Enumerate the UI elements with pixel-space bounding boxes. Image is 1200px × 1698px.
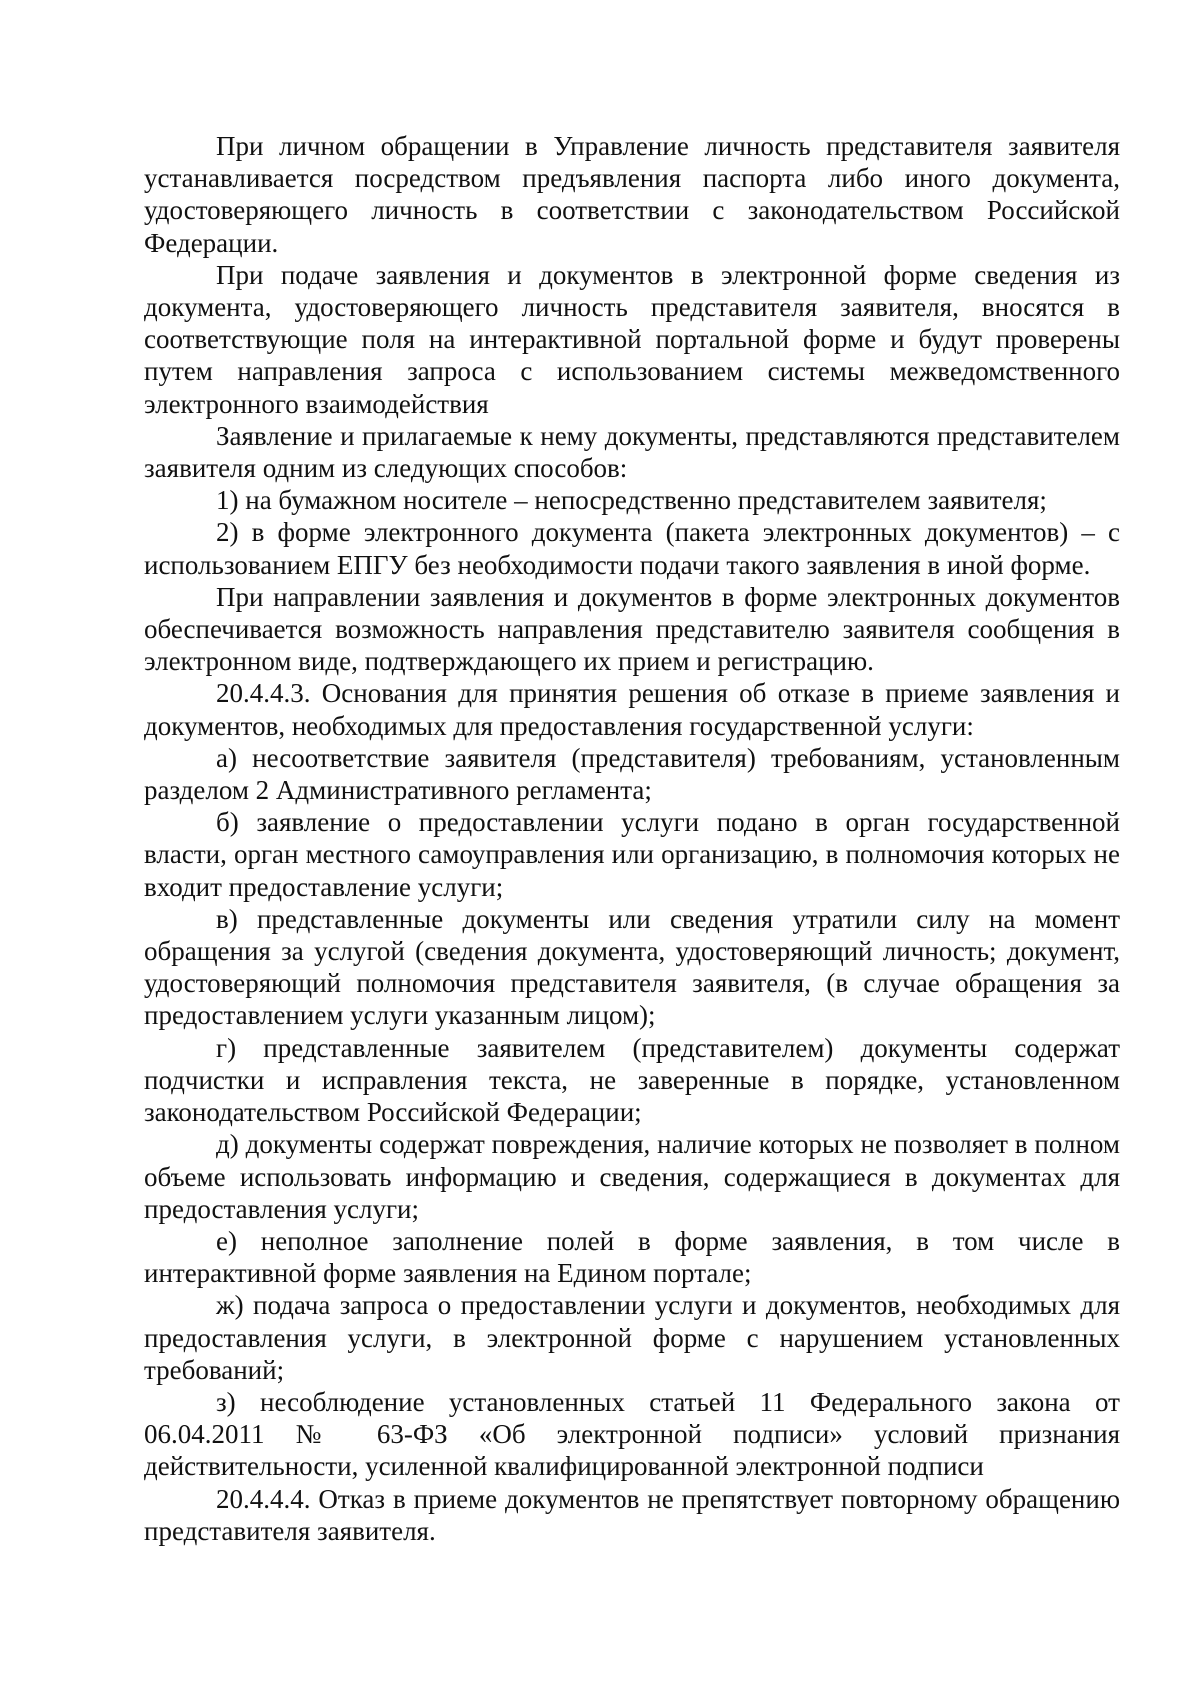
list-item-d: д) документы содержат повреждения, наличие которых не позволяет в полном объеме использовать информацию и сведения, содержащиеся в документах для предоставления услуги; (144, 1129, 1120, 1224)
list-item-zh: ж) подача запроса о предоставлении услуги и документов, необходимых для предоставления услуги, в электронной форме с нарушением установленных требований; (144, 1290, 1120, 1385)
paragraph-identity-in-person: При личном обращении в Управление личность представителя заявителя устанавливается посредством предъявления паспорта либо иного документа, удостоверяющего личность в соответствии с законодательством Российской Федерации. (144, 131, 1120, 258)
paragraph-electronic-confirmation: При направлении заявления и документов в форме электронных документов обеспечивается возможность направления представителю заявителя сообщения в электронном виде, подтверждающего их прием и регистрацию. (144, 581, 1120, 677)
list-item-a: а) несоответствие заявителя (представителя) требованиям, установленным разделом 2 Административного регламента; (144, 742, 1120, 806)
paragraph-submission-methods: Заявление и прилагаемые к нему документы, представляются представителем заявителя одним из следующих способов: (144, 420, 1120, 484)
paragraph-electronic-identity: При подаче заявления и документов в электронной форме сведения из документа, удостоверяющего личность представителя заявителя, вносятся в соответствующие поля на интерактивной портальной форме и будут проверены путем направления запроса с использованием системы межведомственного электронного взаимодействия (144, 259, 1120, 419)
list-item-b: б) заявление о предоставлении услуги подано в орган государственной власти, орган местного самоуправления или организацию, в полномочия которых не входит предоставление услуги; (144, 807, 1120, 902)
list-item-v: в) представленные документы или сведения утратили силу на момент обращения за услугой (сведения документа, удостоверяющий личность; документ, удостоверяющий полномочия представителя заявителя, (в случае обращения за предоставлением услуги указанным лицом); (144, 903, 1120, 1031)
list-item-e: е) неполное заполнение полей в форме заявления, в том числе в интерактивной форме заявления на Едином портале; (144, 1225, 1120, 1289)
document-page (144, 130, 1120, 1547)
list-item-g: г) представленные заявителем (представителем) документы содержат подчистки и исправления текста, не заверенные в порядке, установленном законодательством Российской Федерации; (144, 1032, 1120, 1128)
section-20-4-4-3-heading: 20.4.4.3. Основания для принятия решения об отказе в приеме заявления и документов, необходимых для предоставления государственной услуги: (144, 678, 1120, 741)
list-item-z: з) несоблюдение установленных статьей 11 Федерального закона от 06.04.2011 № 63-ФЗ «Об электронной подписи» условий признания действительности, усиленной квалифицированной электронной подписи (144, 1386, 1120, 1482)
list-item-electronic: 2) в форме электронного документа (пакета электронных документов) – с использованием ЕПГУ без необходимости подачи такого заявления в иной форме. (144, 517, 1120, 580)
list-item-paper: 1) на бумажном носителе – непосредственно представителем заявителя; (216, 485, 1047, 516)
section-20-4-4-4: 20.4.4.4. Отказ в приеме документов не препятствует повторному обращению представителя заявителя. (144, 1483, 1120, 1546)
